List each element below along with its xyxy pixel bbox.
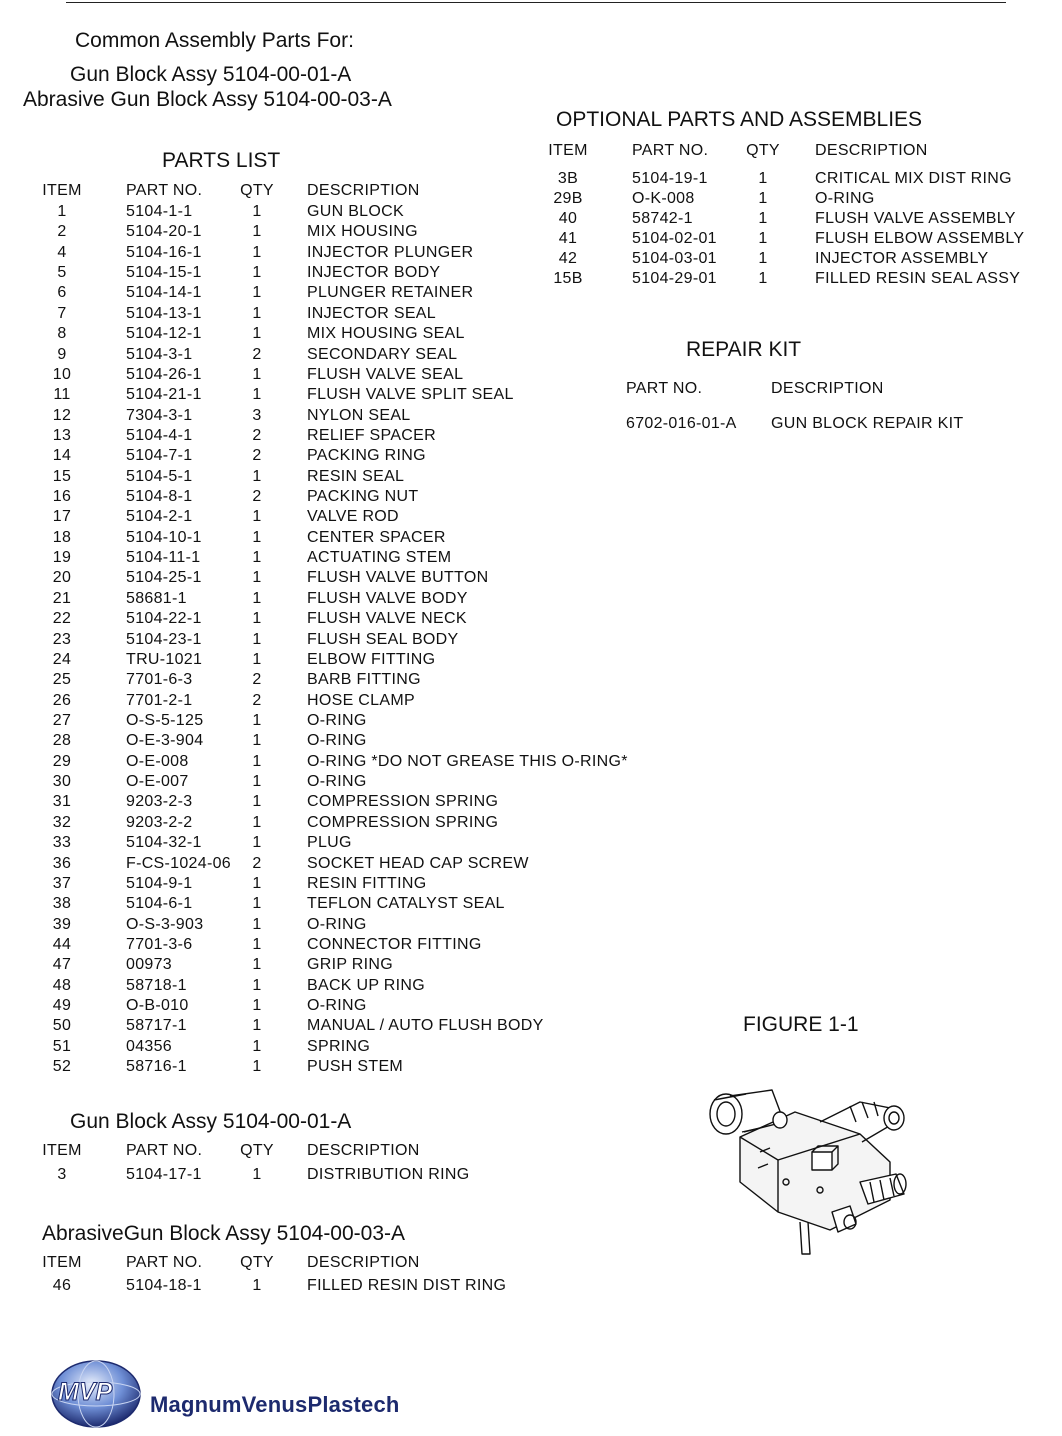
- cell-part-no: 5104-32-1: [126, 834, 202, 852]
- cell-description: COMPRESSION SPRING: [307, 793, 499, 811]
- cell-item: 51: [52, 1037, 72, 1055]
- cell-item: 17: [52, 508, 72, 526]
- cell-description: PLUG: [307, 834, 352, 852]
- cell-part-no: 5104-8-1: [126, 488, 193, 506]
- cell-part-no: 5104-4-1: [126, 426, 193, 444]
- cell-description: O-RING: [307, 997, 367, 1015]
- cell-item: 4: [57, 243, 67, 261]
- cell-part-no: 7304-3-1: [126, 406, 193, 424]
- cell-description: MIX HOUSING SEAL: [307, 325, 465, 343]
- cell-description: FLUSH ELBOW ASSEMBLY: [815, 230, 1025, 247]
- cell-item: 41: [558, 230, 578, 247]
- cell-qty: 1: [252, 467, 262, 485]
- header-qty: QTY: [746, 142, 780, 159]
- common-title: Common Assembly Parts For:: [75, 29, 354, 52]
- cell-qty: 1: [252, 284, 262, 302]
- cell-description: TEFLON CATALYST SEAL: [307, 895, 505, 913]
- cell-qty: 1: [252, 1166, 262, 1183]
- cell-part-no: 5104-02-01: [632, 230, 717, 247]
- cell-qty: 1: [252, 712, 262, 729]
- cell-description: O-RING *DO NOT GREASE THIS O-RING*: [307, 752, 628, 770]
- cell-description: NYLON SEAL: [307, 406, 411, 424]
- cell-item: 10: [52, 365, 72, 383]
- cell-description: BARB FITTING: [307, 671, 421, 689]
- cell-part-no: 7701-6-3: [126, 671, 193, 689]
- gun-block-assy-title: Gun Block Assy 5104-00-01-A: [70, 1110, 352, 1133]
- cell-description: FILLED RESIN SEAL ASSY: [815, 270, 1021, 287]
- cell-qty: 1: [252, 630, 262, 648]
- cell-item: 15: [52, 467, 72, 485]
- cell-part-no: 5104-29-01: [632, 270, 717, 287]
- cell-qty: 1: [252, 528, 262, 546]
- cell-part-no: 5104-2-1: [126, 508, 193, 526]
- cell-description: O-RING: [307, 773, 367, 791]
- cell-item: 11: [53, 386, 71, 404]
- cell-qty: 1: [252, 834, 262, 852]
- cell-description: FLUSH SEAL BODY: [307, 630, 459, 648]
- cell-item: 46: [52, 1277, 72, 1294]
- repair-kit-title: REPAIR KIT: [686, 338, 802, 361]
- cell-part-no: O-S-5-125: [126, 712, 204, 729]
- header-qty: QTY: [240, 1254, 274, 1271]
- cell-part-no: 5104-15-1: [126, 264, 202, 282]
- cell-part-no: 04356: [126, 1037, 172, 1055]
- cell-part-no: 5104-12-1: [126, 325, 202, 343]
- header-description: DESCRIPTION: [307, 1254, 420, 1271]
- cell-qty: 1: [252, 243, 262, 261]
- cell-item: 16: [52, 488, 72, 506]
- cell-part-no: 58717-1: [126, 1017, 187, 1035]
- cell-item: 36: [52, 854, 72, 872]
- cell-item: 14: [52, 447, 72, 465]
- assy-title-2: Abrasive Gun Block Assy 5104-00-03-A: [23, 88, 392, 111]
- cell-description: SOCKET HEAD CAP SCREW: [307, 854, 529, 872]
- cell-description: O-RING: [307, 732, 367, 750]
- cell-qty: 1: [252, 304, 262, 322]
- cell-item: 3B: [557, 170, 579, 187]
- cell-description: GRIP RING: [307, 956, 393, 974]
- cell-part-no: O-S-3-903: [126, 915, 204, 933]
- cell-description: INJECTOR BODY: [307, 264, 441, 282]
- cell-qty: 1: [252, 1037, 262, 1055]
- header-part-no: PART NO.: [126, 1142, 203, 1159]
- cell-part-no: O-E-3-904: [126, 732, 204, 750]
- header-qty: QTY: [240, 1142, 274, 1159]
- cell-part-no: 7701-2-1: [126, 691, 193, 709]
- cell-qty: 1: [252, 915, 262, 933]
- header-description: DESCRIPTION: [815, 142, 928, 159]
- header-part-no: PART NO.: [632, 142, 709, 159]
- cell-qty: 1: [252, 650, 262, 668]
- cell-item: 1: [57, 203, 67, 220]
- cell-part-no: O-E-007: [126, 773, 189, 791]
- cell-part-no: 5104-11-1: [126, 549, 201, 567]
- cell-qty: 1: [758, 170, 768, 187]
- cell-qty: 1: [758, 230, 768, 247]
- cell-part-no: 5104-18-1: [126, 1277, 202, 1294]
- cell-qty: 1: [252, 752, 262, 770]
- cell-qty: 1: [252, 508, 262, 526]
- cell-qty: 2: [252, 671, 262, 689]
- cell-part-no: 9203-2-3: [126, 793, 193, 811]
- cell-description: INJECTOR ASSEMBLY: [815, 250, 989, 267]
- cell-part-no: 7701-3-6: [126, 935, 193, 953]
- cell-part-no: O-E-008: [126, 752, 189, 770]
- cell-qty: 1: [758, 190, 768, 207]
- cell-item: 24: [52, 650, 72, 668]
- cell-item: 38: [52, 895, 72, 913]
- cell-description: RELIEF SPACER: [307, 426, 436, 444]
- header-description: DESCRIPTION: [771, 380, 884, 397]
- cell-item: 12: [52, 406, 72, 424]
- header-description: DESCRIPTION: [307, 182, 420, 199]
- cell-qty: 1: [252, 732, 262, 750]
- cell-description: RESIN SEAL: [307, 467, 405, 485]
- cell-qty: 1: [252, 997, 262, 1015]
- cell-description: INJECTOR PLUNGER: [307, 243, 474, 261]
- cell-qty: 1: [252, 1277, 262, 1294]
- cell-qty: 1: [252, 365, 262, 383]
- cell-item: 31: [52, 793, 72, 811]
- mvp-logo: [46, 1358, 426, 1428]
- cell-part-no: 5104-9-1: [126, 874, 193, 892]
- cell-item: 39: [52, 915, 72, 933]
- cell-part-no: 58718-1: [126, 976, 187, 994]
- cell-qty: 1: [252, 1058, 262, 1076]
- logo-badge: MVP: [58, 1378, 113, 1406]
- cell-qty: 1: [252, 773, 262, 791]
- cell-item: 6: [57, 284, 67, 302]
- cell-description: CRITICAL MIX DIST RING: [815, 170, 1012, 187]
- cell-qty: 1: [758, 210, 768, 227]
- cell-description: MIX HOUSING: [307, 223, 418, 241]
- cell-description: GUN BLOCK: [307, 203, 404, 220]
- cell-qty: 1: [252, 956, 262, 974]
- cell-item: 7: [57, 304, 67, 322]
- top-rule: [66, 2, 1006, 3]
- cell-part-no: 6702-016-01-A: [626, 415, 737, 432]
- cell-description: O-RING: [307, 712, 367, 729]
- cell-description: PLUNGER RETAINER: [307, 284, 474, 302]
- gun-block-assembly-drawing: [700, 1082, 930, 1262]
- cell-item: 22: [52, 610, 72, 628]
- cell-item: 49: [52, 997, 72, 1015]
- cell-qty: 2: [252, 691, 262, 709]
- cell-qty: 3: [252, 406, 262, 424]
- cell-part-no: 5104-21-1: [126, 386, 202, 404]
- cell-qty: 2: [252, 345, 262, 363]
- cell-description: FLUSH VALVE BODY: [307, 589, 468, 607]
- cell-description: GUN BLOCK REPAIR KIT: [771, 415, 964, 432]
- cell-description: PUSH STEM: [307, 1058, 404, 1076]
- cell-part-no: 5104-26-1: [126, 365, 202, 383]
- cell-part-no: 5104-23-1: [126, 630, 202, 648]
- cell-description: ACTUATING STEM: [307, 549, 452, 567]
- header-description: DESCRIPTION: [307, 1142, 420, 1159]
- cell-item: 5: [57, 264, 67, 282]
- logo-company-name: MagnumVenusPlastech: [150, 1392, 400, 1417]
- cell-item: 47: [52, 956, 72, 974]
- cell-item: 40: [558, 210, 578, 227]
- cell-item: 30: [52, 773, 72, 791]
- cell-part-no: 58742-1: [632, 210, 693, 227]
- cell-part-no: 5104-22-1: [126, 610, 202, 628]
- cell-item: 48: [52, 976, 72, 994]
- header-item: ITEM: [548, 142, 588, 159]
- cell-qty: 2: [252, 488, 262, 506]
- cell-part-no: 58681-1: [126, 589, 187, 607]
- cell-qty: 1: [252, 549, 262, 567]
- cell-part-no: 5104-14-1: [126, 284, 202, 302]
- cell-description: FLUSH VALVE ASSEMBLY: [815, 210, 1016, 227]
- cell-qty: 1: [252, 569, 262, 587]
- cell-qty: 2: [252, 447, 262, 465]
- cell-description: SECONDARY SEAL: [307, 345, 458, 363]
- assy-title-1: Gun Block Assy 5104-00-01-A: [70, 63, 352, 86]
- cell-item: 44: [52, 935, 72, 953]
- cell-item: 21: [52, 589, 72, 607]
- cell-description: INJECTOR SEAL: [307, 304, 436, 322]
- cell-item: 2: [57, 223, 67, 241]
- header-item: ITEM: [42, 1142, 82, 1159]
- cell-qty: 1: [252, 203, 262, 220]
- cell-item: 18: [52, 528, 72, 546]
- cell-item: 29B: [553, 190, 583, 207]
- cell-part-no: 5104-5-1: [126, 467, 193, 485]
- cell-part-no: 5104-03-01: [632, 250, 717, 267]
- cell-qty: 1: [758, 270, 768, 287]
- cell-qty: 1: [252, 874, 262, 892]
- cell-description: CONNECTOR FITTING: [307, 935, 482, 953]
- cell-qty: 1: [758, 250, 768, 267]
- cell-description: FLUSH VALVE SPLIT SEAL: [307, 386, 514, 404]
- cell-part-no: 5104-20-1: [126, 223, 202, 241]
- cell-part-no: 5104-17-1: [126, 1166, 202, 1183]
- cell-item: 50: [52, 1017, 72, 1035]
- cell-part-no: 5104-10-1: [126, 528, 202, 546]
- cell-qty: 1: [252, 325, 262, 343]
- cell-item: 28: [52, 732, 72, 750]
- cell-description: RESIN FITTING: [307, 874, 427, 892]
- cell-description: BACK UP RING: [307, 976, 425, 994]
- cell-part-no: 5104-19-1: [632, 170, 708, 187]
- cell-description: FLUSH VALVE BUTTON: [307, 569, 489, 587]
- cell-qty: 1: [252, 610, 262, 628]
- cell-description: COMPRESSION SPRING: [307, 813, 499, 831]
- cell-part-no: O-K-008: [632, 190, 695, 207]
- cell-item: 20: [52, 569, 72, 587]
- cell-item: 42: [558, 250, 578, 267]
- cell-item: 52: [52, 1058, 72, 1076]
- cell-item: 3: [57, 1166, 67, 1183]
- cell-description: CENTER SPACER: [307, 528, 446, 546]
- header-part-no: PART NO.: [626, 380, 703, 397]
- cell-part-no: 5104-7-1: [126, 447, 193, 465]
- cell-item: 9: [57, 345, 67, 363]
- cell-description: MANUAL / AUTO FLUSH BODY: [307, 1017, 544, 1035]
- cell-part-no: 9203-2-2: [126, 813, 193, 831]
- cell-description: FILLED RESIN DIST RING: [307, 1277, 507, 1294]
- cell-part-no: 5104-6-1: [126, 895, 193, 913]
- cell-item: 19: [52, 549, 72, 567]
- cell-part-no: F-CS-1024-06: [126, 854, 231, 872]
- cell-part-no: O-B-010: [126, 997, 189, 1015]
- cell-description: FLUSH VALVE NECK: [307, 610, 467, 628]
- header-qty: QTY: [240, 182, 274, 199]
- cell-qty: 1: [252, 895, 262, 913]
- cell-description: SPRING: [307, 1037, 371, 1055]
- cell-description: DISTRIBUTION RING: [307, 1166, 470, 1183]
- cell-qty: 1: [252, 935, 262, 953]
- parts-list-title: PARTS LIST: [162, 149, 281, 172]
- cell-item: 26: [52, 691, 72, 709]
- cell-item: 23: [52, 630, 72, 648]
- cell-item: 15B: [553, 270, 583, 287]
- cell-qty: 1: [252, 793, 262, 811]
- cell-qty: 2: [252, 854, 262, 872]
- header-part-no: PART NO.: [126, 1254, 203, 1271]
- abrasive-gun-block-title: AbrasiveGun Block Assy 5104-00-03-A: [42, 1222, 406, 1245]
- cell-part-no: 58716-1: [126, 1058, 187, 1076]
- cell-part-no: 5104-13-1: [126, 304, 202, 322]
- cell-item: 32: [52, 813, 72, 831]
- cell-part-no: 00973: [126, 956, 172, 974]
- cell-item: 33: [52, 834, 72, 852]
- cell-item: 25: [52, 671, 72, 689]
- cell-part-no: 5104-1-1: [126, 203, 193, 220]
- cell-description: O-RING: [815, 190, 875, 207]
- cell-qty: 1: [252, 264, 262, 282]
- cell-part-no: TRU-1021: [126, 650, 203, 668]
- cell-qty: 1: [252, 976, 262, 994]
- cell-qty: 1: [252, 1017, 262, 1035]
- cell-description: HOSE CLAMP: [307, 691, 415, 709]
- cell-item: 27: [52, 712, 72, 729]
- cell-description: ELBOW FITTING: [307, 650, 436, 668]
- cell-item: 29: [52, 752, 72, 770]
- cell-part-no: 5104-3-1: [126, 345, 193, 363]
- cell-description: O-RING: [307, 915, 367, 933]
- cell-item: 37: [52, 874, 72, 892]
- cell-description: FLUSH VALVE SEAL: [307, 365, 464, 383]
- header-item: ITEM: [42, 182, 82, 199]
- cell-part-no: 5104-16-1: [126, 243, 202, 261]
- header-part-no: PART NO.: [126, 182, 203, 199]
- cell-description: VALVE ROD: [307, 508, 399, 526]
- cell-item: 8: [57, 325, 67, 343]
- cell-description: PACKING RING: [307, 447, 426, 465]
- cell-qty: 1: [252, 386, 262, 404]
- cell-qty: 1: [252, 813, 262, 831]
- cell-qty: 1: [252, 589, 262, 607]
- cell-part-no: 5104-25-1: [126, 569, 202, 587]
- figure-caption: FIGURE 1-1: [743, 1013, 859, 1036]
- header-item: ITEM: [42, 1254, 82, 1271]
- cell-qty: 1: [252, 223, 262, 241]
- cell-item: 13: [52, 426, 72, 444]
- cell-qty: 2: [252, 426, 262, 444]
- optional-parts-title: OPTIONAL PARTS AND ASSEMBLIES: [556, 108, 923, 131]
- cell-description: PACKING NUT: [307, 488, 419, 506]
